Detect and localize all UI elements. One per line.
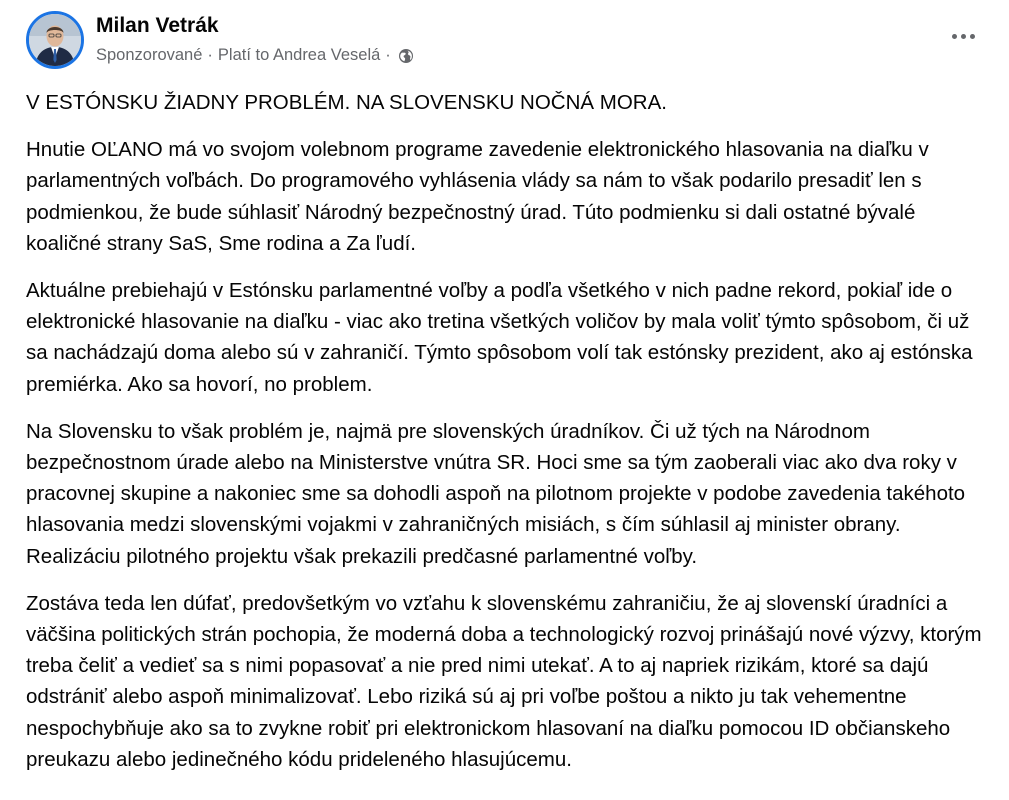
sponsored-label[interactable]: Sponzorované xyxy=(96,46,203,64)
post-paragraph: Aktuálne prebiehajú v Estónsku parlamentné voľby a podľa všetkého v nich padne rekord, pokiaľ ide o elektronické hlasovanie na diaľku - viac ako tretina všetkých voličov by mala voliť týmto spôsobom, či už sa nachádzajú doma alebo sú v zahraničí. Týmto spôsobom volí tak estónsky prezident, ako aj estónska premiérka. Ako sa hovorí, no problem. xyxy=(26,279,973,396)
post-headline: V ESTÓNSKU ŽIADNY PROBLÉM. NA SLOVENSKU NOČNÁ MORA. xyxy=(26,91,667,114)
globe-icon[interactable] xyxy=(398,48,414,64)
post-text xyxy=(26,87,990,791)
post-paragraph: Hnutie OĽANO má vo svojom volebnom programe zavedenie elektronického hlasovania na diaľku v parlamentných voľbách. Do programového vyhlásenia vlády sa nám to však podarilo presadiť len s podmienkou, že bude súhlasiť Národný bezpečnostný úrad. Túto podmienku si dali ostatné bývalé koaličné strany SaS, Sme rodina a Za ľudí. xyxy=(26,138,929,255)
post-paragraph: Na Slovensku to však problém je, najmä pre slovenských úradníkov. Či už tých na Národnom bezpečnostnom úrade alebo na Ministerstve vnútra SR. Hoci sme sa tým zaoberali viac ako dva roky v pracovnej skupine a nakoniec sme sa dohodli aspoň na pilotnom projekte v podobe zavedenia takéhoto hlasovania medzi slovenskými vojakmi v zahraničných misiách, s čím súhlasil aj minister obrany. Realizáciu pilotného projektu však prekazili predčasné parlamentné voľby. xyxy=(26,419,966,568)
avatar-portrait-icon xyxy=(29,14,81,66)
dot xyxy=(970,34,975,39)
dot xyxy=(952,34,957,39)
dot xyxy=(961,34,966,39)
post-meta xyxy=(96,46,414,65)
author-name[interactable]: Milan Vetrák xyxy=(96,14,219,37)
paid-by-label[interactable]: Platí to Andrea Veselá xyxy=(217,46,381,64)
post-header xyxy=(26,10,989,72)
meta-separator: · xyxy=(207,46,213,64)
post-paragraph: Zostáva teda len dúfať, predovšetkým vo vzťahu k slovenskému zahraničiu, že aj slovenskí úradníci a väčšina politických strán pochopia, že moderná doba a technologický rozvoj prinášajú nové výzvy, ktorým treba čeliť a vedieť sa s nimi popasovať a nie pred nimi utekať. A to aj napriek rizikám, ktoré sa dajú odstrániť alebo aspoň minimalizovať. Lebo riziká sú aj pri voľbe poštou a nikto ju tak vehementne nespochybňuje ako sa to zvykne robiť pri elektronickom hlasovaní na diaľku pomocou ID občianskeho preukazu alebo jedinečného kódu prideleného hlasujúcemu. xyxy=(26,591,982,771)
meta-separator: · xyxy=(385,46,391,64)
avatar[interactable] xyxy=(26,11,84,69)
more-options-icon[interactable] xyxy=(943,24,983,48)
